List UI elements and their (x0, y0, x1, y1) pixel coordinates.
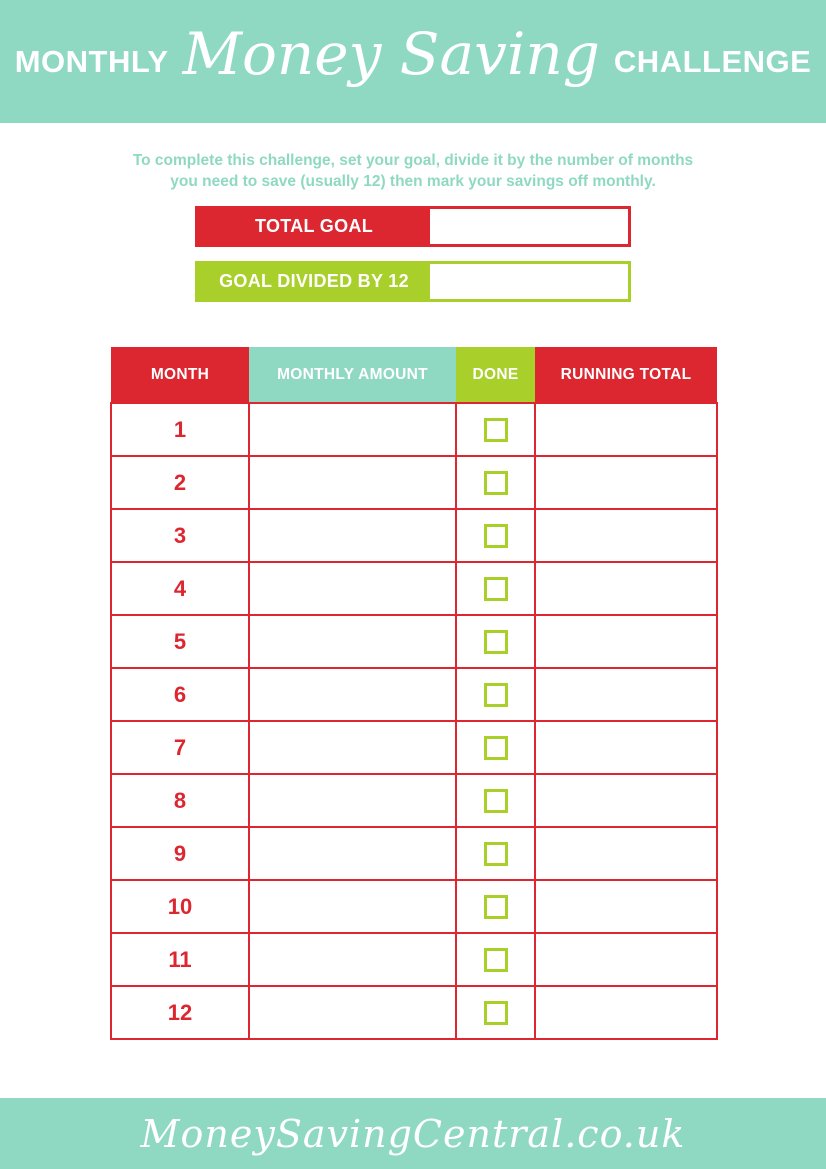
running-total-cell[interactable] (535, 721, 717, 774)
done-checkbox[interactable] (484, 736, 508, 760)
header-monthly-amount: MONTHLY AMOUNT (249, 347, 456, 403)
monthly-amount-cell[interactable] (249, 456, 456, 509)
month-number: 6 (111, 668, 249, 721)
running-total-cell[interactable] (535, 986, 717, 1039)
done-checkbox[interactable] (484, 577, 508, 601)
done-checkbox[interactable] (484, 1001, 508, 1025)
monthly-amount-cell[interactable] (249, 880, 456, 933)
table-row (111, 668, 717, 721)
done-checkbox[interactable] (484, 524, 508, 548)
running-total-cell[interactable] (535, 456, 717, 509)
monthly-amount-cell[interactable] (249, 774, 456, 827)
done-cell (456, 668, 535, 721)
instructions-line-1: To complete this challenge, set your goal, divide it by the number of months (132, 152, 694, 169)
goal-divided-field (195, 261, 631, 302)
monthly-amount-cell[interactable] (249, 668, 456, 721)
table-header-row (111, 347, 717, 403)
title-money-saving: Money Saving (182, 19, 600, 88)
title-challenge: CHALLENGE (613, 43, 812, 79)
done-checkbox[interactable] (484, 895, 508, 919)
done-checkbox[interactable] (484, 471, 508, 495)
done-cell (456, 880, 535, 933)
done-cell (456, 403, 535, 456)
table-row (111, 403, 717, 456)
month-number: 3 (111, 509, 249, 562)
month-number: 10 (111, 880, 249, 933)
monthly-amount-cell[interactable] (249, 721, 456, 774)
done-cell (456, 986, 535, 1039)
running-total-cell[interactable] (535, 827, 717, 880)
running-total-cell[interactable] (535, 880, 717, 933)
instructions-line-2: you need to save (usually 12) then mark your savings off monthly. (170, 173, 656, 190)
running-total-cell[interactable] (535, 403, 717, 456)
month-number: 11 (111, 933, 249, 986)
done-cell (456, 721, 535, 774)
monthly-amount-cell[interactable] (249, 615, 456, 668)
done-checkbox[interactable] (484, 418, 508, 442)
footer-site-name: MoneySavingCentral.co.uk (140, 1111, 686, 1156)
done-cell (456, 456, 535, 509)
goal-divided-input[interactable] (430, 264, 628, 299)
month-number: 2 (111, 456, 249, 509)
month-number: 5 (111, 615, 249, 668)
running-total-cell[interactable] (535, 774, 717, 827)
total-goal-label: TOTAL GOAL (198, 209, 430, 244)
done-checkbox[interactable] (484, 948, 508, 972)
running-total-cell[interactable] (535, 668, 717, 721)
done-cell (456, 933, 535, 986)
savings-tracker-table (110, 347, 718, 1040)
table-row (111, 986, 717, 1039)
done-cell (456, 562, 535, 615)
month-number: 7 (111, 721, 249, 774)
table-row (111, 721, 717, 774)
header-banner (0, 0, 826, 123)
table-row (111, 456, 717, 509)
running-total-cell[interactable] (535, 562, 717, 615)
done-cell (456, 615, 535, 668)
monthly-amount-cell[interactable] (249, 509, 456, 562)
header-month: MONTH (111, 347, 249, 403)
month-number: 1 (111, 403, 249, 456)
monthly-amount-cell[interactable] (249, 827, 456, 880)
table-row (111, 827, 717, 880)
running-total-cell[interactable] (535, 615, 717, 668)
table-row (111, 880, 717, 933)
table-row (111, 933, 717, 986)
month-number: 8 (111, 774, 249, 827)
done-checkbox[interactable] (484, 683, 508, 707)
instructions (0, 150, 826, 192)
table-row (111, 774, 717, 827)
footer-banner (0, 1098, 826, 1169)
table-row (111, 562, 717, 615)
done-checkbox[interactable] (484, 842, 508, 866)
running-total-cell[interactable] (535, 933, 717, 986)
month-number: 4 (111, 562, 249, 615)
done-checkbox[interactable] (484, 789, 508, 813)
done-cell (456, 827, 535, 880)
done-cell (456, 774, 535, 827)
header-running-total: RUNNING TOTAL (535, 347, 717, 403)
done-cell (456, 509, 535, 562)
table-row (111, 615, 717, 668)
done-checkbox[interactable] (484, 630, 508, 654)
month-number: 12 (111, 986, 249, 1039)
running-total-cell[interactable] (535, 509, 717, 562)
monthly-amount-cell[interactable] (249, 562, 456, 615)
title-monthly: MONTHLY (14, 43, 169, 79)
monthly-amount-cell[interactable] (249, 403, 456, 456)
total-goal-input[interactable] (430, 209, 628, 244)
table-row (111, 509, 717, 562)
total-goal-field (195, 206, 631, 247)
monthly-amount-cell[interactable] (249, 986, 456, 1039)
month-number: 9 (111, 827, 249, 880)
monthly-amount-cell[interactable] (249, 933, 456, 986)
goal-divided-label: GOAL DIVIDED BY 12 (198, 264, 430, 299)
header-done: DONE (456, 347, 535, 403)
